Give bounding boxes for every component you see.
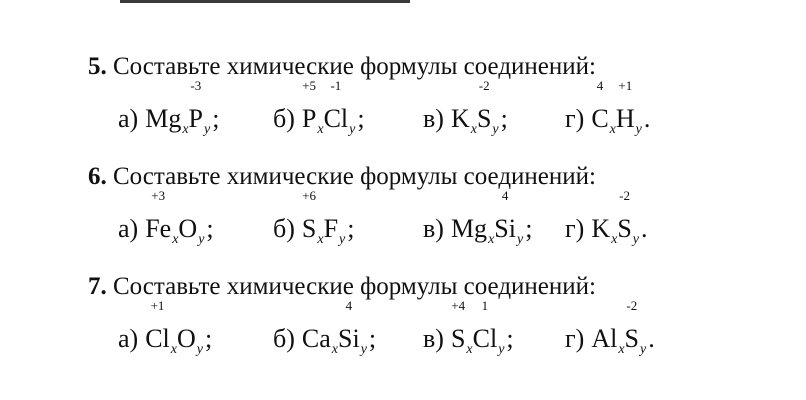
element-name: S <box>617 214 632 243</box>
item-label: а) <box>118 324 139 353</box>
element-symbol <box>451 104 470 134</box>
element-symbol <box>617 188 632 244</box>
top-edge-line <box>120 0 450 3</box>
element-symbol <box>323 78 349 134</box>
index-subscript: y <box>198 232 205 247</box>
element-symbol <box>451 214 487 244</box>
index-subscript: x <box>170 342 177 357</box>
element-symbol <box>145 104 181 134</box>
index-subscript: y <box>339 232 346 247</box>
index-subscript: y <box>196 342 203 357</box>
index-subscript: x <box>317 122 324 137</box>
oxidation-state: +4 <box>451 298 466 313</box>
punctuation: . <box>643 104 651 133</box>
element-symbol <box>301 78 317 134</box>
task-title <box>88 272 788 302</box>
oxidation-state: -2 <box>478 78 490 93</box>
index-subscript: y <box>204 122 211 137</box>
element-name: Ca <box>301 324 331 353</box>
punctuation: ; <box>500 104 508 133</box>
index-subscript: y <box>498 342 505 357</box>
item-label: в) <box>423 104 444 133</box>
element-symbol <box>324 214 338 244</box>
element-name: P <box>188 104 204 133</box>
task-number: 7. <box>88 273 107 300</box>
task-number: 6. <box>88 163 107 190</box>
index-subscript: y <box>632 232 640 247</box>
item-label: а) <box>118 104 139 133</box>
element-name: S <box>301 214 317 243</box>
element-symbol <box>591 324 617 354</box>
index-subscript: y <box>349 122 356 137</box>
index-subscript: y <box>360 342 367 357</box>
punctuation: ; <box>205 324 213 353</box>
punctuation: . <box>641 214 648 243</box>
task-6 <box>88 162 788 262</box>
item-label: г) <box>565 104 585 133</box>
index-subscript: x <box>466 342 473 357</box>
task-text: Составьте химические формулы соединений: <box>113 273 596 300</box>
element-symbol <box>591 214 610 244</box>
oxidation-state: -2 <box>626 298 638 313</box>
oxidation-state: +5 <box>302 78 317 93</box>
element-name: Cl <box>323 104 349 133</box>
punctuation: ; <box>347 214 355 243</box>
index-subscript: x <box>618 342 625 357</box>
index-subscript: y <box>640 342 647 357</box>
punctuation: . <box>648 324 655 353</box>
item-label: б) <box>273 104 295 133</box>
index-subscript: x <box>611 232 618 247</box>
task-title <box>88 162 788 192</box>
oxidation-state: +1 <box>618 78 633 93</box>
element-symbol <box>615 78 635 134</box>
index-subscript: x <box>488 232 495 247</box>
punctuation: ; <box>368 324 377 353</box>
element-name: H <box>615 104 635 133</box>
element-symbol <box>472 298 498 354</box>
element-name: K <box>591 214 611 243</box>
oxidation-state: +1 <box>150 298 165 313</box>
punctuation: ; <box>357 104 365 133</box>
index-subscript: x <box>609 122 616 137</box>
index-subscript: x <box>172 232 179 247</box>
formula-row <box>88 298 788 372</box>
punctuation: ; <box>506 324 514 353</box>
index-subscript: x <box>182 122 189 137</box>
element-symbol <box>145 298 170 354</box>
element-name: Si <box>338 324 360 353</box>
element-name: C <box>591 104 609 133</box>
index-subscript: y <box>516 232 524 247</box>
item-label: в) <box>423 324 444 353</box>
item-label: г) <box>565 324 585 353</box>
element-name: Cl <box>145 324 170 353</box>
element-symbol <box>302 324 331 354</box>
oxidation-state: -3 <box>190 78 202 93</box>
element-name: S <box>624 324 640 353</box>
element-name: Mg <box>450 214 488 243</box>
formula-row <box>88 188 788 262</box>
element-name: O <box>178 214 198 243</box>
element-symbol <box>301 188 317 244</box>
oxidation-state: 4 <box>596 78 604 93</box>
item-label: г) <box>565 214 585 243</box>
element-name: K <box>450 104 470 133</box>
element-name: S <box>476 104 492 133</box>
element-name: Si <box>494 214 516 243</box>
element-symbol <box>177 324 196 354</box>
element-name: Al <box>591 324 618 353</box>
element-symbol <box>450 298 466 354</box>
element-name: O <box>177 324 196 353</box>
index-subscript: x <box>317 232 324 247</box>
element-name: S <box>450 324 466 353</box>
punctuation: ; <box>212 104 220 133</box>
oxidation-state: 4 <box>345 298 353 313</box>
oxidation-state: -2 <box>619 188 630 203</box>
index-subscript: y <box>492 122 499 137</box>
task-5 <box>88 52 788 152</box>
element-name: P <box>301 104 317 133</box>
oxidation-state: +6 <box>302 188 317 203</box>
index-subscript: y <box>635 122 642 137</box>
element-name: Cl <box>472 324 498 353</box>
index-subscript: x <box>470 122 477 137</box>
element-symbol <box>145 188 172 244</box>
oxidation-state: +3 <box>151 188 166 203</box>
item-label: в) <box>423 214 444 243</box>
element-name: Mg <box>145 104 182 133</box>
punctuation: ; <box>525 214 533 243</box>
element-symbol <box>476 78 492 134</box>
oxidation-state: 4 <box>501 188 509 203</box>
task-number: 5. <box>88 53 107 80</box>
item-label: б) <box>273 214 295 243</box>
task-text: Составьте химические формулы соединений: <box>113 53 596 80</box>
element-name: F <box>323 214 339 243</box>
oxidation-state: -1 <box>330 78 342 93</box>
element-symbol <box>338 298 360 354</box>
item-label: б) <box>273 324 295 353</box>
element-symbol <box>178 214 197 244</box>
element-symbol <box>591 78 609 134</box>
index-subscript: x <box>331 342 338 357</box>
element-symbol <box>624 298 640 354</box>
punctuation: ; <box>206 214 214 243</box>
oxidation-state: 1 <box>481 298 489 313</box>
element-name: Fe <box>145 214 172 243</box>
task-7 <box>88 272 788 372</box>
element-symbol <box>188 78 204 134</box>
item-label: а) <box>118 214 139 243</box>
element-symbol <box>494 188 516 244</box>
task-text: Составьте химические формулы соединений: <box>113 163 596 190</box>
formula-row <box>88 78 788 152</box>
